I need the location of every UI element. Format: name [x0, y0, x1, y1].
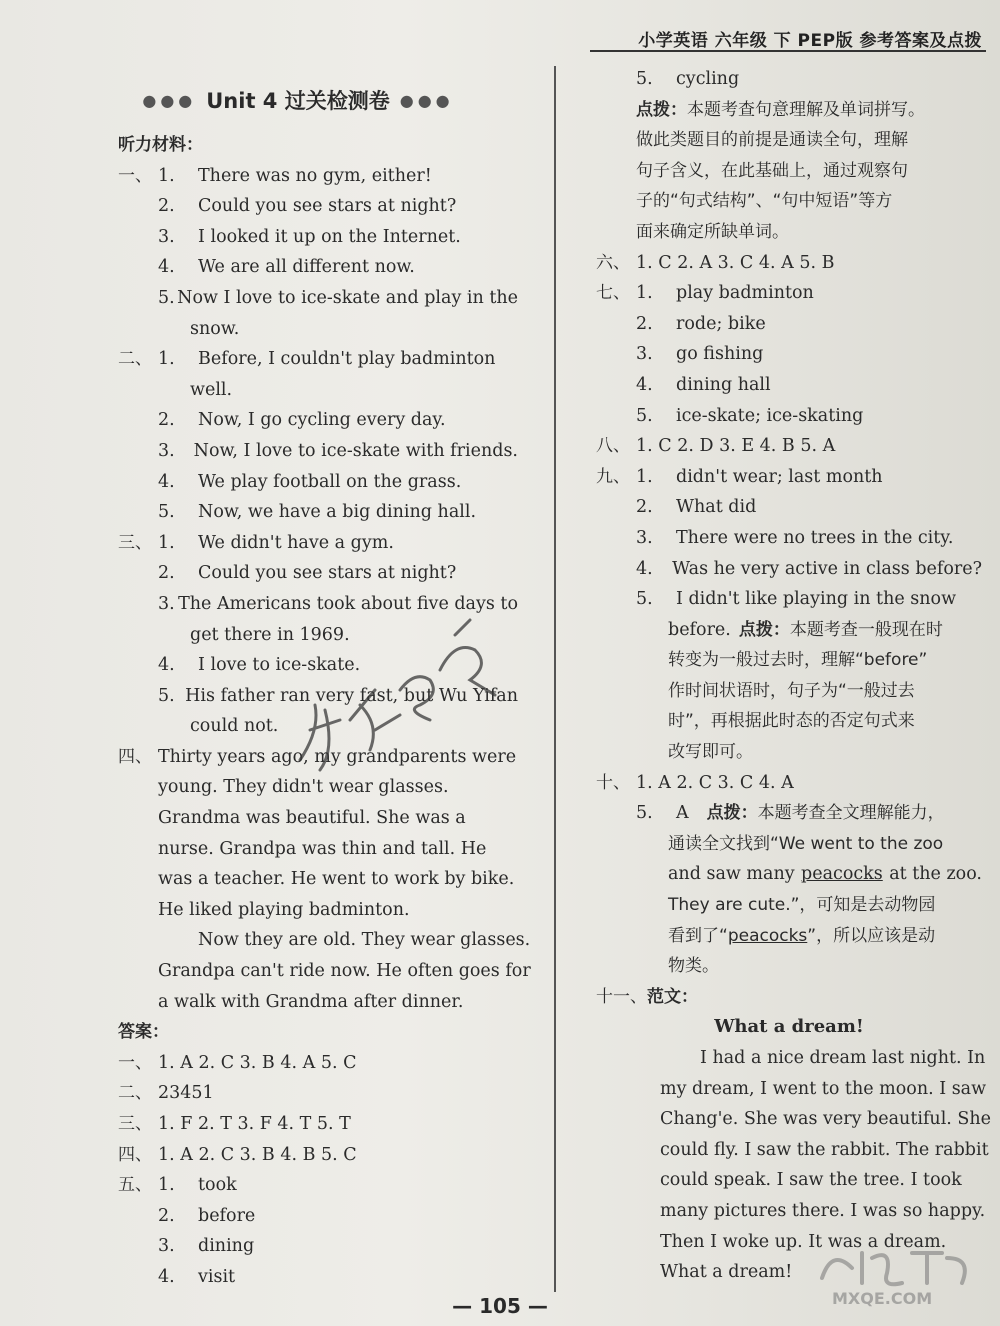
essay-line: many pictures there. I was so happy.: [660, 1200, 986, 1221]
note-line: 时”，再根据此时态的否定句式来: [668, 711, 915, 732]
right-column: [596, 64, 992, 1288]
list-item: 2. Could you see stars at night?: [158, 196, 457, 217]
list-item: 二、 1. Before, I couldn't play badminton: [118, 349, 496, 370]
answers-label: 答案：: [118, 1022, 169, 1043]
note-line: 点拨： 本题考查句意理解及单词拼写。: [636, 99, 925, 120]
list-item: 3. go fishing: [636, 344, 764, 365]
answer-row: 二、 23451: [118, 1083, 214, 1104]
essay-line: I had a nice dream last night. In: [700, 1048, 986, 1068]
note-line: 子的“句式结构”、“句中短语”等方: [636, 191, 893, 212]
list-item: 2. rode; bike: [636, 313, 766, 334]
note-line: 物类。: [668, 956, 719, 977]
passage-line: nurse. Grandpa was thin and tall. He: [158, 838, 487, 859]
running-header: 小学英语 六年级 下 PEP版 参考答案及点拨: [638, 31, 982, 51]
essay-line: could speak. I saw the tree. I took: [660, 1170, 962, 1191]
list-item: 五、 1. took: [118, 1175, 237, 1196]
list-item: 2. Now, I go cycling every day.: [158, 410, 446, 431]
title-text: Unit 4 过关检测卷: [206, 89, 390, 113]
passage-line: Grandpa can't ride now. He often goes for: [158, 961, 531, 982]
answer-row: 一、 1. A 2. C 3. B 4. A 5. C: [118, 1052, 357, 1073]
left-column: [118, 80, 531, 1293]
listening-label: 听力材料：: [118, 135, 203, 155]
list-item: 2. before: [158, 1205, 256, 1226]
essay-title: What a dream!: [714, 1016, 864, 1038]
note-line: 面来确定所缺单词。: [636, 221, 789, 242]
list-item: 5. His father ran very fast, but Wu Yifan: [158, 685, 518, 706]
note-line: 作时间状语时，句子为“一般过去: [668, 680, 915, 701]
answer-row: 六、 1. C 2. A 3. C 4. A 5. B: [596, 252, 835, 273]
note-line: and saw many peacocks at the zoo.: [668, 864, 982, 885]
svg-text:MXQE.COM: MXQE.COM: [832, 1289, 933, 1308]
note-line: 改写即可。: [668, 742, 753, 763]
list-item-cont: snow.: [190, 318, 240, 339]
essay-line: Chang'e. She was very beautiful. She: [660, 1109, 992, 1130]
list-item: 三、 1. We didn't have a gym.: [118, 532, 394, 553]
passage-line: young. They didn't wear glasses.: [158, 777, 449, 798]
note-line: 通读全文找到“We went to the zoo: [668, 833, 944, 854]
list-item: 3. dining: [158, 1236, 255, 1257]
list-item: 一、 1. There was no gym, either!: [118, 165, 432, 186]
list-item: 4. Was he very active in class before?: [636, 558, 982, 579]
list-item: 5. cycling: [636, 69, 740, 89]
note-line: 句子含义，在此基础上，通过观察句: [636, 160, 908, 181]
list-item: 4. I love to ice-skate.: [158, 655, 361, 676]
page-number: — 105 —: [452, 1294, 548, 1318]
list-item: 3. The Americans took about five days to: [158, 593, 518, 614]
list-item: 4. We are all different now.: [158, 257, 415, 278]
column-divider: [554, 66, 556, 1292]
essay-line: Then I woke up. It was a dream.: [660, 1231, 947, 1252]
passage-line: Grandma was beautiful. She was a: [158, 808, 466, 829]
answer-row: 十、 1. A 2. C 3. C 4. A: [596, 772, 794, 793]
list-item: 九、 1. didn't wear; last month: [596, 466, 883, 487]
note-line: 转变为一般过去时，理解“before”: [668, 650, 928, 671]
list-item: 5. I didn't like playing in the snow: [636, 589, 957, 610]
list-item-cont: well.: [190, 379, 233, 400]
list-item: 2. What did: [636, 497, 757, 518]
title-dots-right: ●●●: [399, 90, 454, 110]
list-item: 5. Now I love to ice-skate and play in the: [158, 287, 518, 308]
passage-line: a walk with Grandma after dinner.: [158, 991, 464, 1012]
list-item: 4. visit: [158, 1266, 236, 1287]
note-line: before. 点拨： 本题考查一般现在时: [668, 619, 943, 640]
passage-line: 四、 Thirty years ago, my grandparents were: [118, 746, 517, 767]
essay-line: could fly. I saw the rabbit. The rabbit: [660, 1139, 989, 1160]
section-title: [118, 80, 478, 120]
list-item: 七、 1. play badminton: [596, 283, 814, 304]
list-item: 3. Now, I love to ice-skate with friends.: [158, 440, 518, 461]
passage-line: He liked playing badminton.: [158, 899, 410, 920]
list-item: 4. We play football on the grass.: [158, 471, 462, 492]
note-line: They are cute.”，可知是去动物园: [668, 895, 936, 916]
essay-line: my dream, I went to the moon. I saw: [660, 1078, 987, 1099]
passage-line: Now they are old. They wear glasses.: [198, 930, 531, 951]
title-dots-left: ●●●: [142, 90, 197, 110]
list-item: 2. Could you see stars at night?: [158, 563, 457, 584]
list-item: 3. There were no trees in the city.: [636, 527, 954, 548]
list-item: 3. I looked it up on the Internet.: [158, 226, 461, 247]
note-line: 做此类题目的前提是通读全句，理解: [636, 130, 908, 151]
essay-line: What a dream!: [660, 1262, 793, 1283]
list-item: 4. dining hall: [636, 374, 771, 395]
list-item-cont: could not.: [190, 716, 279, 737]
header-rule: [590, 50, 986, 52]
passage-line: was a teacher. He went to work by bike.: [158, 869, 515, 890]
note-line: 5. A 点拨： 本题考查全文理解能力，: [636, 803, 945, 824]
answer-row: 四、 1. A 2. C 3. B 4. B 5. C: [118, 1144, 357, 1165]
note-line: 看到了“ peacocks ”，所以应该是动: [668, 925, 936, 946]
list-item: 5. ice-skate; ice-skating: [636, 405, 864, 426]
list-item-cont: get there in 1969.: [190, 624, 350, 645]
answer-row: 三、 1. F 2. T 3. F 4. T 5. T: [118, 1114, 351, 1134]
sample-essay-label: 十一、 范文：: [596, 986, 698, 1007]
list-item: 5. Now, we have a big dining hall.: [158, 502, 477, 523]
answer-row: 八、 1. C 2. D 3. E 4. B 5. A: [596, 436, 836, 457]
